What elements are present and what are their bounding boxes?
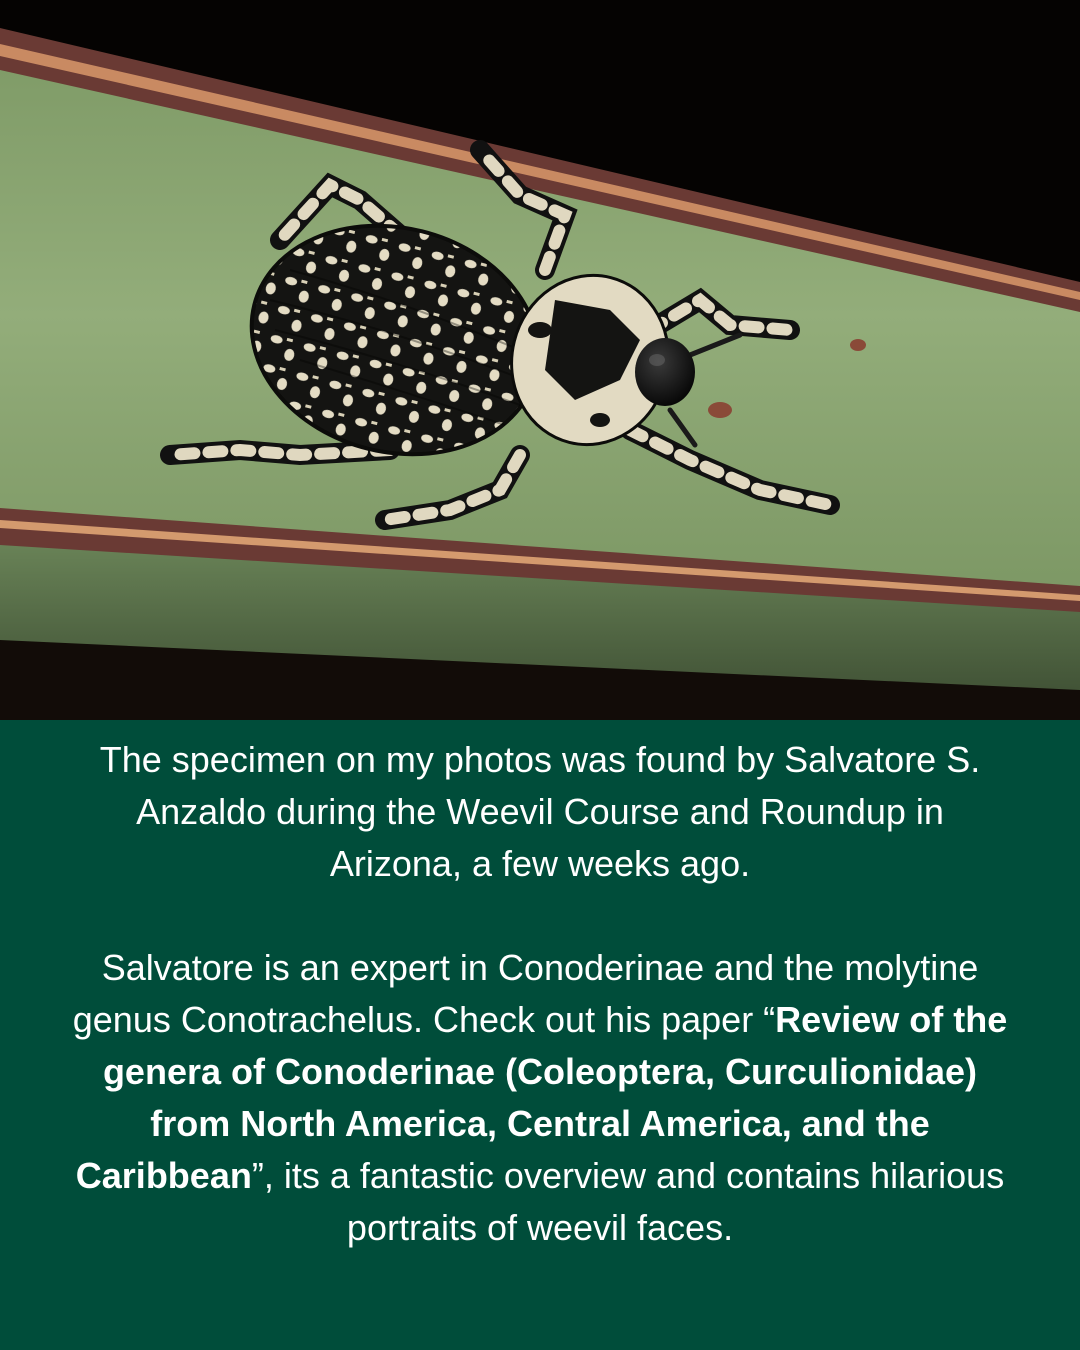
caption-paragraph-1: The specimen on my photos was found by Salvatore S. Anzaldo during the Weevil Course and Roundup in Arizona, a few weeks ago. bbox=[99, 739, 981, 884]
paragraph-2-intro: Salvatore is an expert in Conoderinae and the molytine genus Conotrachelus. Check out his paper “ bbox=[72, 947, 979, 1040]
caption-panel bbox=[0, 720, 1080, 1350]
paragraph-2-outro: ”, its a fantastic overview and contains hilarious portraits of weevil faces. bbox=[251, 1155, 1005, 1248]
caption-paragraph-2 bbox=[70, 942, 1010, 1254]
paper-title: Review of the genera of Conoderinae (Coleoptera, Curculionidae) from North America, Central America, and the Caribbean bbox=[75, 999, 1008, 1196]
